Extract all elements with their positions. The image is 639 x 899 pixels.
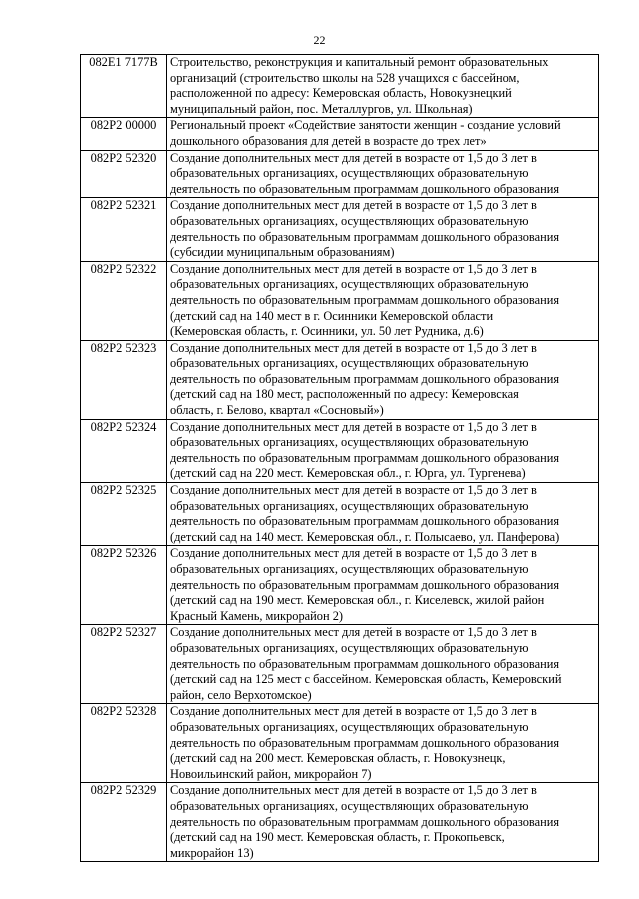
description-line: деятельность по образовательным программам дошкольного образования [170, 292, 560, 307]
table-row [81, 625, 599, 704]
description-line: расположенной по адресу: Кемеровская область, Новокузнецкий [170, 86, 512, 101]
description-line: район, село Верхотомское) [170, 687, 312, 702]
description-line: (детский сад на 220 мест. Кемеровская обл., г. Юрга, ул. Тургенева) [170, 466, 526, 481]
description-line: деятельность по образовательным программам дошкольного образования [170, 814, 560, 829]
description-line: дошкольного образования для детей в возрасте до трех лет» [170, 133, 487, 148]
table-row [81, 261, 599, 340]
expense-description [167, 340, 599, 419]
description-line: Создание дополнительных мест для детей в возрасте от 1,5 до 3 лет в [170, 483, 537, 498]
classification-code: 082P2 52323 [81, 340, 167, 419]
description-line: деятельность по образовательным программам дошкольного образования [170, 371, 560, 386]
classification-code: 082P2 52322 [81, 261, 167, 340]
description-line: (детский сад на 190 мест. Кемеровская область, г. Прокопьевск, [170, 830, 505, 845]
description-line: Строительство, реконструкция и капитальный ремонт образовательных [170, 55, 549, 69]
description-line: образовательных организациях, осуществляющих образовательную [170, 798, 529, 813]
description-line: деятельность по образовательным программам дошкольного образования [170, 735, 560, 750]
classification-code: 082P2 52324 [81, 419, 167, 482]
description-line: (детский сад на 140 мест. Кемеровская обл., г. Полысаево, ул. Панферова) [170, 529, 560, 544]
description-line: Создание дополнительных мест для детей в возрасте от 1,5 до 3 лет в [170, 546, 537, 561]
expense-description [167, 483, 599, 546]
classification-code: 082P2 52328 [81, 704, 167, 783]
expense-description [167, 150, 599, 198]
expense-description [167, 546, 599, 625]
expense-description [167, 198, 599, 261]
table-row [81, 704, 599, 783]
description-line: образовательных организациях, осуществляющих образовательную [170, 356, 529, 371]
table-row [81, 783, 599, 862]
classification-code: 082P2 52326 [81, 546, 167, 625]
description-line: муниципальный район, пос. Металлургов, ул. Школьная) [170, 101, 473, 116]
description-line: (детский сад на 180 мест, расположенный по адресу: Кемеровская [170, 387, 519, 402]
description-line: Красный Камень, микрорайон 2) [170, 608, 344, 623]
description-line: образовательных организациях, осуществляющих образовательную [170, 498, 529, 513]
expense-description [167, 419, 599, 482]
description-line: деятельность по образовательным программам дошкольного образования [170, 181, 560, 196]
description-line: образовательных организациях, осуществляющих образовательную [170, 166, 529, 181]
description-line: деятельность по образовательным программам дошкольного образования [170, 229, 560, 244]
classification-code: 082P2 52329 [81, 783, 167, 862]
description-line: деятельность по образовательным программам дошкольного образования [170, 577, 560, 592]
description-line: Создание дополнительных мест для детей в возрасте от 1,5 до 3 лет в [170, 150, 537, 165]
description-line: Создание дополнительных мест для детей в возрасте от 1,5 до 3 лет в [170, 198, 537, 213]
description-line: микрорайон 13) [170, 845, 254, 860]
expense-description [167, 704, 599, 783]
expense-description [167, 783, 599, 862]
budget-codes-table [80, 54, 599, 862]
description-line: (детский сад на 190 мест. Кемеровская обл., г. Киселевск, жилой район [170, 593, 545, 608]
table-row [81, 483, 599, 546]
description-line: деятельность по образовательным программам дошкольного образования [170, 450, 560, 465]
description-line: Создание дополнительных мест для детей в возрасте от 1,5 до 3 лет в [170, 625, 537, 640]
classification-code: 082E1 7177В [81, 55, 167, 118]
table-body [81, 55, 599, 862]
description-line: (субсидии муниципальным образованиям) [170, 245, 395, 260]
table-row [81, 150, 599, 198]
classification-code: 082P2 52327 [81, 625, 167, 704]
description-line: образовательных организациях, осуществляющих образовательную [170, 719, 529, 734]
table-row [81, 198, 599, 261]
description-line: Новоильинский район, микрорайон 7) [170, 766, 372, 781]
table-row [81, 55, 599, 118]
description-line: деятельность по образовательным программам дошкольного образования [170, 656, 560, 671]
description-line: Создание дополнительных мест для детей в возрасте от 1,5 до 3 лет в [170, 704, 537, 719]
classification-code: 082P2 52320 [81, 150, 167, 198]
expense-description [167, 625, 599, 704]
page-number: 22 [313, 33, 326, 47]
description-line: образовательных организациях, осуществляющих образовательную [170, 277, 529, 292]
description-line: Региональный проект «Содействие занятости женщин - создание условий [170, 118, 561, 133]
description-line: область, г. Белово, квартал «Сосновый») [170, 403, 384, 418]
expense-description [167, 118, 599, 150]
table-row [81, 340, 599, 419]
table-row [81, 546, 599, 625]
description-line: Создание дополнительных мест для детей в возрасте от 1,5 до 3 лет в [170, 340, 537, 355]
description-line: (детский сад на 200 мест. Кемеровская область, г. Новокузнецк, [170, 751, 506, 766]
description-line: организаций (строительство школы на 528 учащихся с бассейном, [170, 70, 520, 85]
classification-code: 082P2 52325 [81, 483, 167, 546]
description-line: образовательных организациях, осуществляющих образовательную [170, 562, 529, 576]
classification-code: 082P2 52321 [81, 198, 167, 261]
expense-description [167, 55, 599, 118]
description-line: образовательных организациях, осуществляющих образовательную [170, 435, 529, 450]
description-line: (Кемеровская область, г. Осинники, ул. 50 лет Рудника, д.6) [170, 324, 484, 339]
description-line: Создание дополнительных мест для детей в возрасте от 1,5 до 3 лет в [170, 261, 537, 276]
expense-description [167, 261, 599, 340]
classification-code: 082P2 00000 [81, 118, 167, 150]
description-line: Создание дополнительных мест для детей в возрасте от 1,5 до 3 лет в [170, 783, 537, 798]
description-line: деятельность по образовательным программам дошкольного образования [170, 514, 560, 529]
table-row [81, 118, 599, 150]
description-line: (детский сад на 125 мест с бассейном. Кемеровская область, Кемеровский [170, 672, 562, 687]
description-line: Создание дополнительных мест для детей в возрасте от 1,5 до 3 лет в [170, 419, 537, 434]
description-line: образовательных организациях, осуществляющих образовательную [170, 640, 529, 655]
table-row [81, 419, 599, 482]
description-line: образовательных организациях, осуществляющих образовательную [170, 213, 529, 228]
description-line: (детский сад на 140 мест в г. Осинники Кемеровской области [170, 308, 494, 323]
